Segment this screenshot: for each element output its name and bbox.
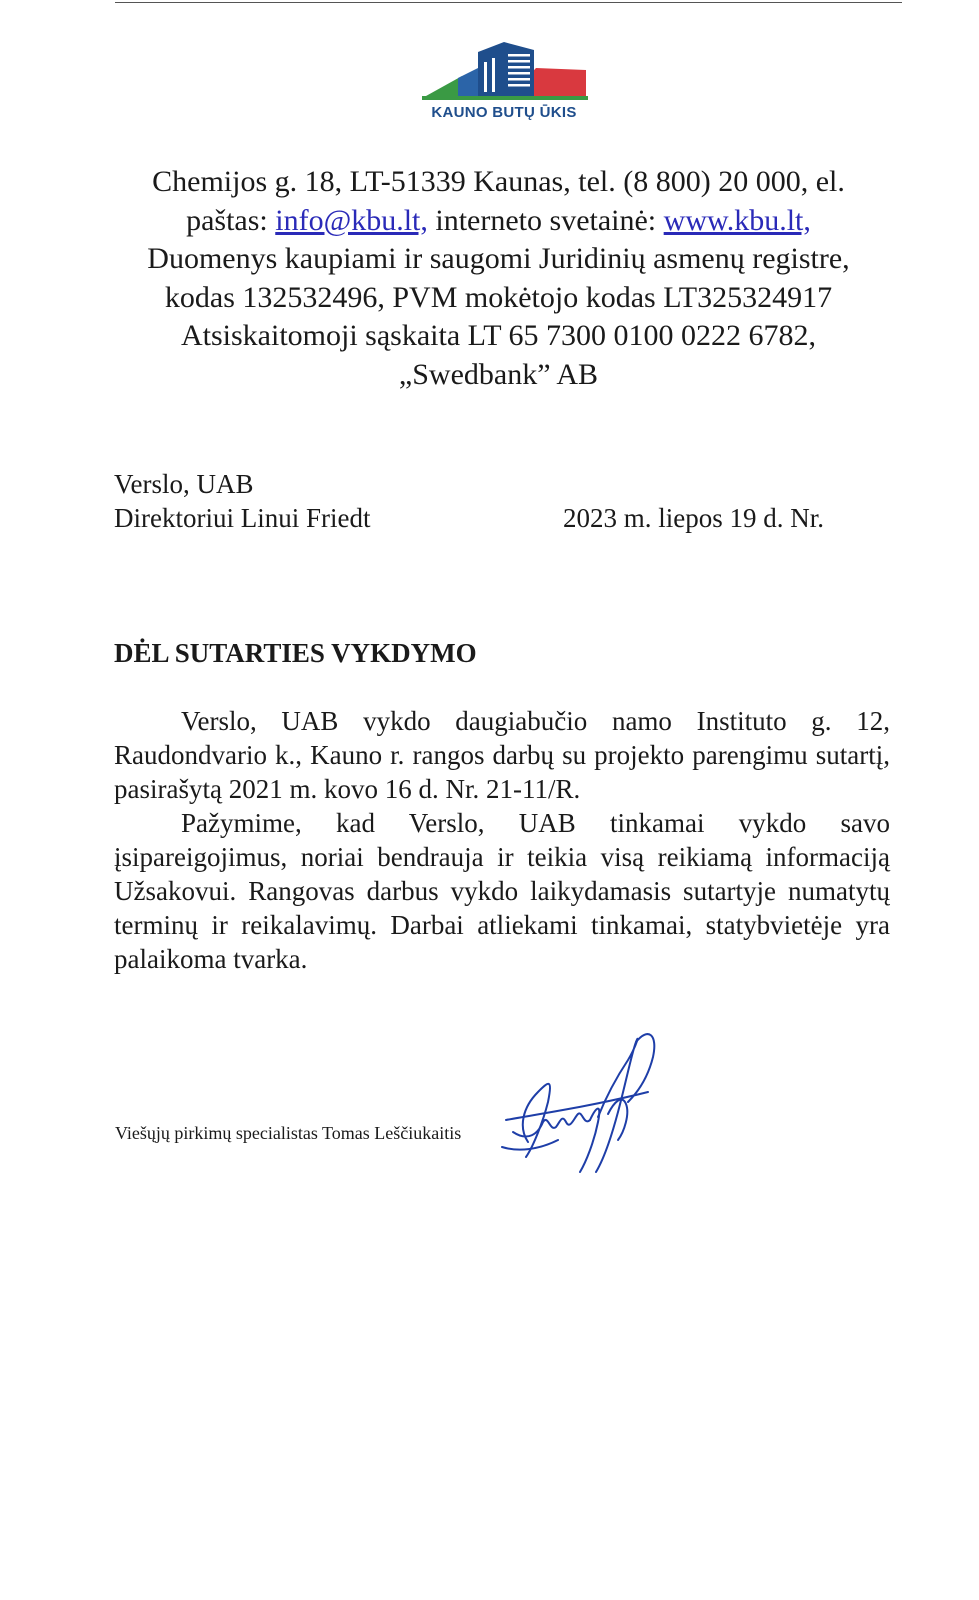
recipient-person: Direktoriui Linui Friedt xyxy=(114,503,371,533)
building-logo-icon xyxy=(418,38,590,104)
top-rule xyxy=(115,2,902,3)
recipient-company: Verslo, UAB xyxy=(114,469,254,499)
body-paragraph-1: Verslo, UAB vykdo daugiabučio namo Instituto g. 12, Raudondvario k., Kauno r. rangos darbų su projekto parengimu sutartį, pasirašytą 2021 m. kovo 16 d. Nr. 21-11/R. xyxy=(114,706,890,804)
email-link[interactable]: info@kbu.lt, xyxy=(275,203,428,237)
letter-subject: DĖL SUTARTIES VYKDYMO xyxy=(114,638,477,668)
company-header xyxy=(100,163,897,394)
header-address-line: Chemijos g. 18, LT-51339 Kaunas, tel. (8 800) 20 000, el. xyxy=(152,165,845,198)
body-paragraph-2: Pažymime, kad Verslo, UAB tinkamai vykdo savo įsipareigojimus, noriai bendrauja ir teikia visą reikiamą informaciją Užsakovui. Rangovas darbus vykdo laikydamasis sutartyje numatytų terminų ir reikalavimų. Darbai atliekami tinkamai, statybvietėje yra palaikoma tvarka. xyxy=(114,808,890,974)
signatory-line: Viešųjų pirkimų specialistas Tomas Leščiukaitis xyxy=(115,1123,462,1143)
header-bank-line: „Swedbank” AB xyxy=(398,357,599,391)
letter-body xyxy=(114,704,890,976)
header-account-line: Atsiskaitomoji sąskaita LT 65 7300 0100 0222 6782, xyxy=(181,319,816,352)
recipient-block xyxy=(114,467,370,535)
header-registry-line: Duomenys kaupiami ir saugomi Juridinių asmenų registre, xyxy=(147,242,850,275)
logo-text: KAUNO BUTŲ ŪKIS xyxy=(431,104,577,121)
header-codes-line: kodas 132532496, PVM mokėtojo kodas LT325324917 xyxy=(164,280,833,314)
header-contacts-line xyxy=(100,202,897,241)
email-prefix: paštas: xyxy=(186,203,276,237)
website-link[interactable]: www.kbu.lt, xyxy=(663,203,811,237)
letter-date: 2023 m. liepos 19 d. Nr. xyxy=(563,503,824,533)
company-logo xyxy=(418,38,590,128)
handwritten-signature xyxy=(498,1022,663,1177)
website-prefix: interneto svetainė: xyxy=(427,203,664,237)
